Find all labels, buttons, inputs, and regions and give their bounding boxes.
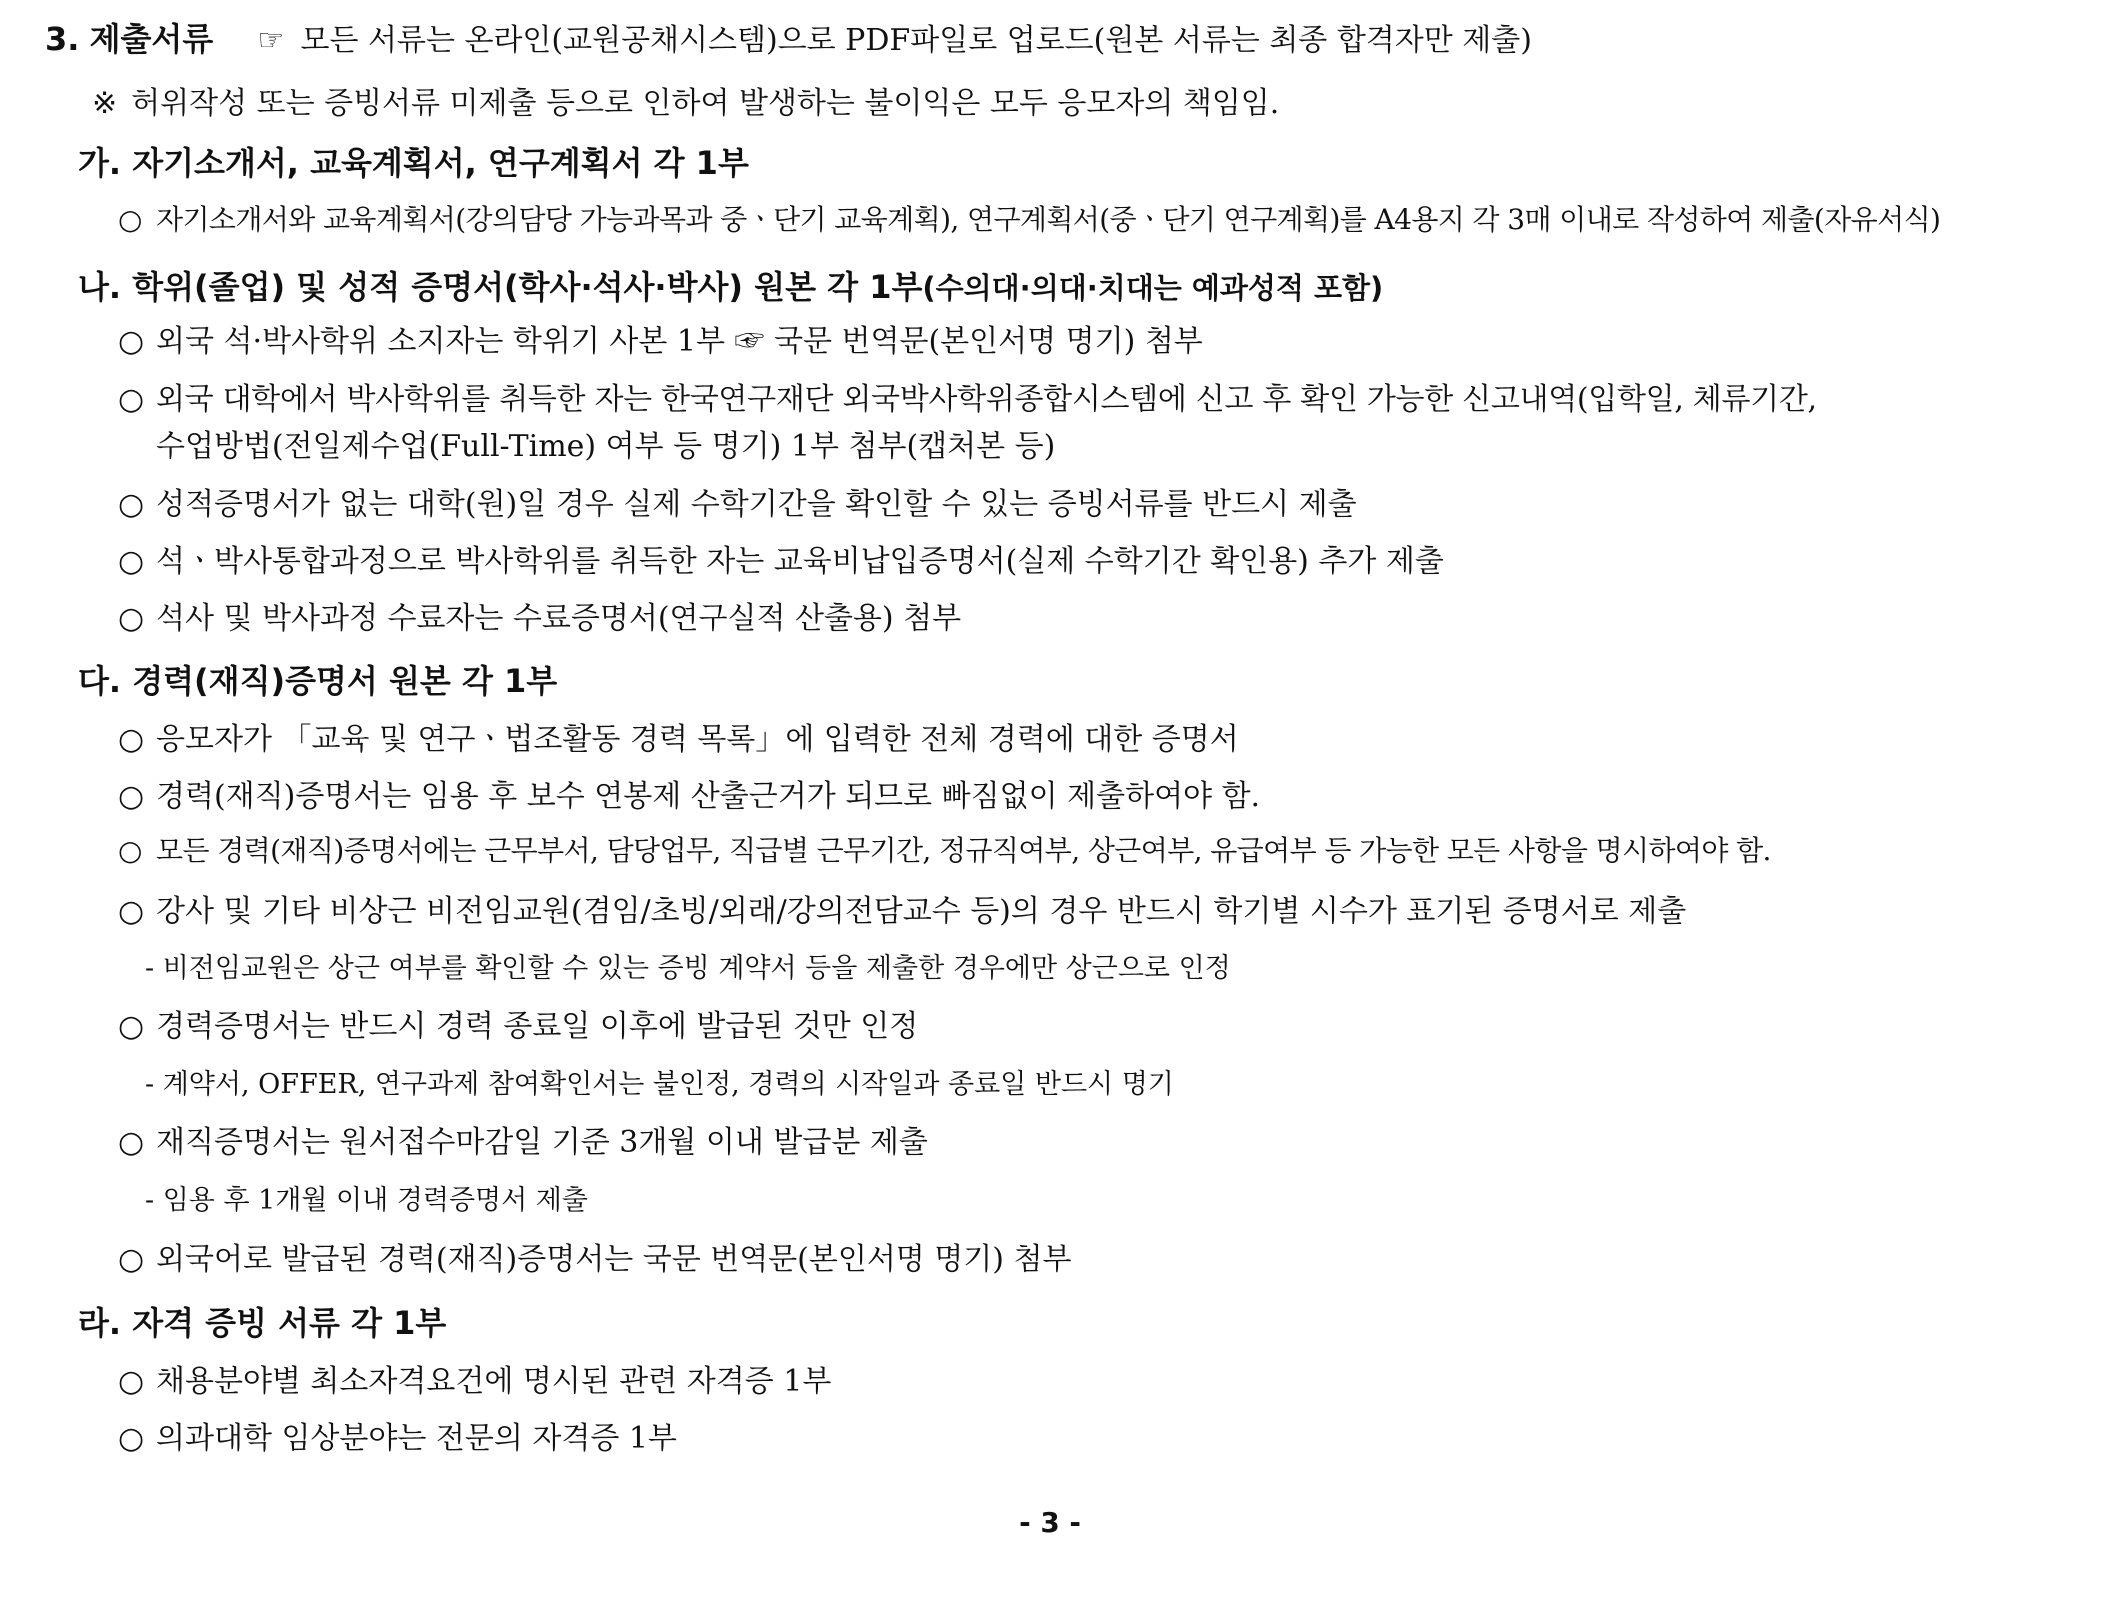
section-number: 3. bbox=[45, 20, 80, 58]
bullet-icon: ○ bbox=[118, 487, 145, 522]
bullet-icon: ○ bbox=[118, 324, 145, 359]
bullet-icon: ○ bbox=[118, 1421, 145, 1456]
bullet-icon: ○ bbox=[118, 1242, 145, 1277]
sub-note: - 비전임교원은 상근 여부를 확인할 수 있는 증빙 계약서 등을 제출한 경우에만 상근으로 인정 bbox=[145, 953, 1231, 984]
warning-text: 허위작성 또는 증빙서류 미제출 등으로 인하여 발생하는 불이익은 모두 응모자의 책임임. bbox=[131, 86, 1280, 121]
bullet-icon: ○ bbox=[118, 544, 145, 579]
section-title: 제출서류 bbox=[89, 20, 214, 58]
subsection-title: 라. 자격 증빙 서류 각 1부 bbox=[78, 1304, 447, 1342]
list-item-continuation: 수업방법(전일제수업(Full-Time) 여부 등 명기) 1부 첨부(캡처본 등) bbox=[156, 429, 1056, 464]
subsection-subtitle: (수의대·의대·치대는 예과성적 포함) bbox=[922, 271, 1384, 305]
list-item: ○ 응모자가 「교육 및 연구ㆍ법조활동 경력 목록」에 입력한 전체 경력에 대한 증명서 bbox=[118, 722, 1239, 757]
sub-note: - 임용 후 1개월 이내 경력증명서 제출 bbox=[145, 1185, 588, 1216]
bullet-icon: ○ bbox=[118, 894, 145, 929]
bullet-icon: ○ bbox=[118, 1009, 145, 1044]
list-item: ○ 자기소개서와 교육계획서(강의담당 가능과목과 중ㆍ단기 교육계획), 연구계획서(중ㆍ단기 연구계획)를 A4용지 각 3매 이내로 작성하여 제출(자유서식) bbox=[118, 203, 1941, 236]
bullet-icon: ○ bbox=[118, 601, 145, 636]
bullet-icon: ○ bbox=[118, 722, 145, 757]
list-item: ○ 모든 경력(재직)증명서에는 근무부서, 담당업무, 직급별 근무기간, 정규직여부, 상근여부, 유급여부 등 가능한 모든 사항을 명시하여야 함. bbox=[118, 834, 1771, 867]
sub-note: - 계약서, OFFER, 연구과제 참여확인서는 불인정, 경력의 시작일과 종료일 반드시 명기 bbox=[145, 1069, 1174, 1100]
subsection-title: 다. 경력(재직)증명서 원본 각 1부 bbox=[78, 662, 558, 700]
list-item: ○ 경력증명서는 반드시 경력 종료일 이후에 발급된 것만 인정 bbox=[118, 1009, 919, 1044]
subsection-title: 가. 자기소개서, 교육계획서, 연구계획서 각 1부 bbox=[78, 144, 749, 182]
list-item: ○ 채용분야별 최소자격요건에 명시된 관련 자격증 1부 bbox=[118, 1364, 832, 1399]
section-3-header bbox=[45, 14, 1532, 60]
list-item: ○ 의과대학 임상분야는 전문의 자격증 1부 bbox=[118, 1421, 677, 1456]
bullet-icon: ○ bbox=[118, 203, 142, 236]
list-item: ○ 경력(재직)증명서는 임용 후 보수 연봉제 산출근거가 되므로 빠짐없이 제출하여야 함. bbox=[118, 779, 1261, 814]
bullet-icon: ○ bbox=[118, 1364, 145, 1399]
list-item: ○ 재직증명서는 원서접수마감일 기준 3개월 이내 발급분 제출 bbox=[118, 1125, 928, 1160]
subsection-title: 나. 학위(졸업) 및 성적 증명서(학사·석사·박사) 원본 각 1부(수의대·의대·치대는 예과성적 포함) bbox=[78, 268, 1384, 306]
list-item: ○ 석사 및 박사과정 수료자는 수료증명서(연구실적 산출용) 첨부 bbox=[118, 601, 962, 636]
list-item: ○ 석ㆍ박사통합과정으로 박사학위를 취득한 자는 교육비납입증명서(실제 수학기간 확인용) 추가 제출 bbox=[118, 544, 1444, 579]
bullet-icon: ○ bbox=[118, 382, 144, 417]
list-item: ○ 외국 대학에서 박사학위를 취득한 자는 한국연구재단 외국박사학위종합시스템에 신고 후 확인 가능한 신고내역(입학일, 체류기간, bbox=[118, 382, 1817, 417]
bullet-icon: ○ bbox=[118, 1125, 145, 1160]
list-item: ○ 외국 석·박사학위 소지자는 학위기 사본 1부 ☞ 국문 번역문(본인서명 명기) 첨부 bbox=[118, 324, 1203, 359]
page-number: - 3 - bbox=[1019, 1506, 1082, 1539]
bullet-icon: ○ bbox=[118, 834, 142, 867]
bullet-icon: ○ bbox=[118, 779, 145, 814]
upload-note: 모든 서류는 온라인(교원공채시스템)으로 PDF파일로 업로드(원본 서류는 최종 합격자만 제출) bbox=[300, 23, 1532, 58]
warning-note bbox=[92, 78, 1279, 122]
pointing-hand-icon: ☞ bbox=[257, 23, 285, 58]
reference-mark-icon: ※ bbox=[92, 86, 118, 121]
list-item: ○ 외국어로 발급된 경력(재직)증명서는 국문 번역문(본인서명 명기) 첨부 bbox=[118, 1242, 1072, 1277]
list-item: ○ 강사 및 기타 비상근 비전임교원(겸임/초빙/외래/강의전담교수 등)의 경우 반드시 학기별 시수가 표기된 증명서로 제출 bbox=[118, 894, 1687, 929]
list-item: ○ 성적증명서가 없는 대학(원)일 경우 실제 수학기간을 확인할 수 있는 증빙서류를 반드시 제출 bbox=[118, 487, 1357, 522]
